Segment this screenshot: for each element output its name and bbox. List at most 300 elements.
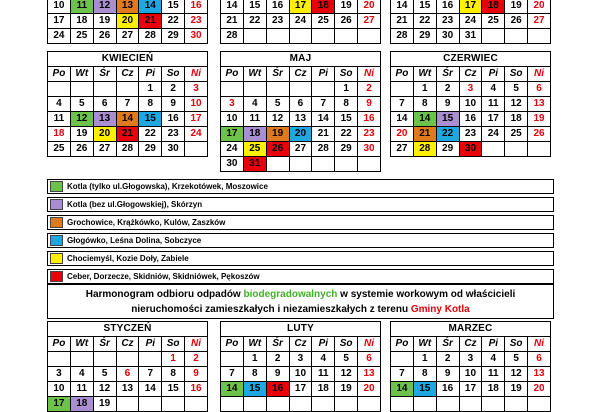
day-cell: 21 <box>312 127 335 142</box>
day-cell: 29 <box>413 29 436 44</box>
day-cell: 16 <box>266 0 289 14</box>
day-cell: 12 <box>70 112 93 127</box>
day-cell: 25 <box>312 14 335 29</box>
day-cell: 3 <box>221 97 244 112</box>
weekday-header: Śr <box>266 337 289 352</box>
day-cell: 17 <box>289 382 312 397</box>
day-cell: 8 <box>413 367 436 382</box>
day-cell: 14 <box>391 382 414 397</box>
day-cell: 9 <box>358 97 381 112</box>
calendar-styczen <box>47 321 208 412</box>
day-cell: 21 <box>221 14 244 29</box>
day-cell: 20 <box>528 0 551 14</box>
legend-text: Głogówko, Leśna Dolina, Sobczyce <box>67 236 202 245</box>
day-cell: 27 <box>528 14 551 29</box>
day-cell <box>266 157 289 172</box>
day-cell <box>482 142 505 157</box>
legend-row <box>47 215 554 230</box>
weekday-header: Pi <box>139 67 162 82</box>
weekday-header: Cz <box>289 67 312 82</box>
month-title: MARZEC <box>391 322 551 337</box>
day-cell <box>266 29 289 44</box>
day-cell: 16 <box>459 112 482 127</box>
weekday-header: Śr <box>436 337 459 352</box>
day-cell <box>289 157 312 172</box>
day-cell: 15 <box>413 382 436 397</box>
top-partial-calendar-3 <box>390 0 551 44</box>
day-cell: 13 <box>358 367 381 382</box>
legend-color-swatch <box>50 271 63 282</box>
day-cell: 15 <box>413 0 436 14</box>
day-cell: 28 <box>391 29 414 44</box>
day-cell: 9 <box>185 367 208 382</box>
calendar-czerwiec <box>390 51 551 157</box>
calendar-marzec <box>390 321 551 412</box>
day-cell: 1 <box>413 82 436 97</box>
day-cell <box>93 352 116 367</box>
day-cell: 3 <box>48 367 71 382</box>
day-cell <box>528 29 551 44</box>
day-cell: 9 <box>436 367 459 382</box>
day-cell <box>391 397 414 412</box>
day-cell: 25 <box>243 142 266 157</box>
day-cell: 6 <box>528 352 551 367</box>
day-cell: 12 <box>93 382 116 397</box>
day-cell <box>243 397 266 412</box>
day-cell <box>162 397 185 412</box>
weekday-header: Pi <box>482 337 505 352</box>
day-cell <box>312 82 335 97</box>
day-cell: 6 <box>528 82 551 97</box>
weekday-header: Ni <box>528 337 551 352</box>
day-cell: 24 <box>289 14 312 29</box>
day-cell: 11 <box>482 97 505 112</box>
day-cell: 20 <box>116 14 139 29</box>
day-cell <box>505 397 528 412</box>
day-cell: 6 <box>116 367 139 382</box>
day-cell <box>221 397 244 412</box>
day-cell: 7 <box>116 97 139 112</box>
day-cell: 1 <box>413 352 436 367</box>
day-cell: 10 <box>221 112 244 127</box>
day-cell: 7 <box>139 367 162 382</box>
day-cell: 10 <box>185 97 208 112</box>
day-cell: 28 <box>221 29 244 44</box>
day-cell: 27 <box>391 142 414 157</box>
day-cell: 23 <box>358 127 381 142</box>
day-cell: 16 <box>436 0 459 14</box>
weekday-header: So <box>162 337 185 352</box>
header-line2-part-a: nieruchomości zamieszkałych i niezamieszkałych z terenu <box>131 304 411 315</box>
day-cell: 4 <box>482 82 505 97</box>
day-cell: 30 <box>185 29 208 44</box>
day-cell: 4 <box>48 97 71 112</box>
day-cell <box>505 142 528 157</box>
header-gmina-kotla: Gminy Kotla <box>410 304 470 315</box>
day-cell: 24 <box>185 127 208 142</box>
day-cell <box>528 397 551 412</box>
top-partial-calendar-2 <box>220 0 381 44</box>
weekday-header: Cz <box>289 337 312 352</box>
header-biodegradable-word: biodegradowalnych <box>243 289 338 300</box>
day-cell: 26 <box>93 29 116 44</box>
day-cell: 25 <box>70 29 93 44</box>
weekday-header: Cz <box>459 337 482 352</box>
day-cell: 7 <box>312 97 335 112</box>
day-cell: 2 <box>162 82 185 97</box>
day-cell: 17 <box>185 112 208 127</box>
weekday-header: Pi <box>312 67 335 82</box>
day-cell <box>266 397 289 412</box>
day-cell <box>358 397 381 412</box>
weekday-header: Śr <box>93 337 116 352</box>
day-cell <box>312 157 335 172</box>
weekday-header: Ni <box>358 337 381 352</box>
day-cell: 21 <box>116 127 139 142</box>
day-cell: 9 <box>436 97 459 112</box>
top-partial-calendar-1 <box>47 0 208 44</box>
legend-color-swatch <box>50 253 63 264</box>
day-cell: 2 <box>185 352 208 367</box>
weekday-header: Śr <box>436 67 459 82</box>
day-cell: 16 <box>185 382 208 397</box>
day-cell: 23 <box>459 127 482 142</box>
day-cell: 1 <box>162 352 185 367</box>
day-cell: 10 <box>48 0 71 14</box>
day-cell: 26 <box>335 14 358 29</box>
day-cell: 17 <box>48 397 71 412</box>
weekday-header: Ni <box>358 67 381 82</box>
legend-text: Grochowice, Krążkówko, Kulów, Zaszków <box>67 218 226 227</box>
day-cell: 27 <box>93 142 116 157</box>
day-cell: 8 <box>413 97 436 112</box>
day-cell: 13 <box>528 367 551 382</box>
day-cell: 7 <box>221 367 244 382</box>
day-cell: 11 <box>48 112 71 127</box>
day-cell: 11 <box>70 0 93 14</box>
day-cell: 20 <box>93 127 116 142</box>
day-cell: 29 <box>436 142 459 157</box>
day-cell: 17 <box>289 0 312 14</box>
day-cell: 22 <box>243 14 266 29</box>
day-cell: 6 <box>93 97 116 112</box>
day-cell: 25 <box>48 142 71 157</box>
day-cell: 20 <box>358 382 381 397</box>
legend-text: Ceber, Dorzecze, Skidniów, Skidniówek, Pękoszów <box>67 272 260 281</box>
day-cell <box>335 157 358 172</box>
day-cell: 17 <box>48 14 71 29</box>
day-cell <box>70 352 93 367</box>
day-cell: 18 <box>312 382 335 397</box>
weekday-header: Wt <box>413 337 436 352</box>
day-cell: 29 <box>162 29 185 44</box>
day-cell: 30 <box>436 29 459 44</box>
day-cell <box>243 82 266 97</box>
day-cell: 20 <box>528 382 551 397</box>
day-cell: 14 <box>139 0 162 14</box>
day-cell: 24 <box>221 142 244 157</box>
day-cell: 28 <box>413 142 436 157</box>
legend-color-swatch <box>50 199 63 210</box>
day-cell: 19 <box>93 397 116 412</box>
day-cell: 12 <box>505 367 528 382</box>
header-line-2 <box>48 302 553 317</box>
day-cell: 20 <box>391 127 414 142</box>
day-cell <box>505 29 528 44</box>
day-cell <box>312 397 335 412</box>
day-cell: 26 <box>505 14 528 29</box>
day-cell <box>289 29 312 44</box>
day-cell: 14 <box>413 112 436 127</box>
weekday-header: Po <box>391 337 414 352</box>
day-cell <box>413 397 436 412</box>
day-cell <box>221 352 244 367</box>
day-cell <box>482 397 505 412</box>
day-cell: 14 <box>221 0 244 14</box>
day-cell: 19 <box>505 0 528 14</box>
day-cell: 22 <box>436 127 459 142</box>
day-cell: 14 <box>391 112 414 127</box>
day-cell <box>93 82 116 97</box>
legend-row <box>47 269 554 284</box>
weekday-header: Po <box>221 337 244 352</box>
day-cell: 5 <box>505 352 528 367</box>
legend-row <box>47 197 554 212</box>
weekday-header: Po <box>221 67 244 82</box>
day-cell: 8 <box>335 97 358 112</box>
day-cell <box>289 397 312 412</box>
weekday-header: So <box>505 67 528 82</box>
day-cell: 30 <box>221 157 244 172</box>
day-cell: 3 <box>459 352 482 367</box>
day-cell <box>459 397 482 412</box>
day-cell: 15 <box>436 112 459 127</box>
legend-text: Kotla (tylko ul.Głogowska), Krzekotówek, Moszowice <box>67 182 268 191</box>
day-cell: 8 <box>243 367 266 382</box>
day-cell <box>116 82 139 97</box>
day-cell: 15 <box>243 0 266 14</box>
day-cell: 9 <box>162 97 185 112</box>
weekday-header: So <box>335 67 358 82</box>
day-cell <box>391 352 414 367</box>
weekday-header: Wt <box>243 67 266 82</box>
month-title: MAJ <box>221 52 381 67</box>
day-cell: 2 <box>436 352 459 367</box>
day-cell <box>221 82 244 97</box>
day-cell: 29 <box>335 142 358 157</box>
day-cell: 5 <box>70 97 93 112</box>
day-cell: 13 <box>289 112 312 127</box>
day-cell: 7 <box>391 367 414 382</box>
day-cell: 15 <box>139 112 162 127</box>
day-cell <box>116 397 139 412</box>
day-cell: 4 <box>243 97 266 112</box>
day-cell: 11 <box>243 112 266 127</box>
day-cell: 6 <box>289 97 312 112</box>
day-cell: 30 <box>162 142 185 157</box>
day-cell: 14 <box>116 112 139 127</box>
day-cell: 22 <box>139 127 162 142</box>
weekday-header: Wt <box>70 337 93 352</box>
day-cell: 22 <box>413 14 436 29</box>
day-cell <box>312 29 335 44</box>
day-cell: 13 <box>116 382 139 397</box>
day-cell <box>139 397 162 412</box>
day-cell: 3 <box>289 352 312 367</box>
day-cell: 16 <box>436 382 459 397</box>
day-cell: 19 <box>266 127 289 142</box>
day-cell: 24 <box>48 29 71 44</box>
day-cell: 30 <box>459 142 482 157</box>
day-cell <box>185 142 208 157</box>
day-cell: 29 <box>139 142 162 157</box>
day-cell: 3 <box>459 82 482 97</box>
biodegradable-schedule-header <box>47 284 554 319</box>
day-cell: 28 <box>116 142 139 157</box>
legend-text: Kotla (bez ul.Głogowskiej), Skórzyn <box>67 200 203 209</box>
legend-row <box>47 179 554 194</box>
day-cell: 12 <box>93 0 116 14</box>
day-cell: 18 <box>70 397 93 412</box>
day-cell: 25 <box>505 127 528 142</box>
day-cell: 10 <box>289 367 312 382</box>
day-cell: 10 <box>48 382 71 397</box>
day-cell: 21 <box>139 14 162 29</box>
day-cell <box>70 82 93 97</box>
day-cell: 18 <box>482 382 505 397</box>
day-cell: 19 <box>70 127 93 142</box>
day-cell <box>48 352 71 367</box>
day-cell: 18 <box>70 14 93 29</box>
weekday-header: So <box>505 337 528 352</box>
day-cell: 8 <box>139 97 162 112</box>
day-cell: 5 <box>266 97 289 112</box>
weekday-header: Śr <box>266 67 289 82</box>
day-cell <box>358 29 381 44</box>
day-cell: 5 <box>93 367 116 382</box>
day-cell: 15 <box>243 382 266 397</box>
day-cell <box>48 82 71 97</box>
day-cell: 16 <box>358 112 381 127</box>
day-cell: 1 <box>335 82 358 97</box>
day-cell: 20 <box>289 127 312 142</box>
day-cell <box>289 82 312 97</box>
day-cell: 12 <box>266 112 289 127</box>
day-cell <box>185 397 208 412</box>
day-cell: 23 <box>162 127 185 142</box>
weekday-header: Cz <box>116 337 139 352</box>
day-cell <box>482 29 505 44</box>
day-cell: 11 <box>70 382 93 397</box>
day-cell: 6 <box>358 352 381 367</box>
day-cell: 19 <box>335 382 358 397</box>
day-cell <box>243 29 266 44</box>
day-cell: 10 <box>459 97 482 112</box>
day-cell: 18 <box>482 0 505 14</box>
weekday-header: Wt <box>70 67 93 82</box>
weekday-header: Po <box>48 67 71 82</box>
day-cell: 27 <box>289 142 312 157</box>
weekday-header: Pi <box>312 337 335 352</box>
day-cell: 26 <box>70 142 93 157</box>
day-cell <box>266 82 289 97</box>
day-cell: 23 <box>436 14 459 29</box>
day-cell: 4 <box>70 367 93 382</box>
day-cell <box>139 352 162 367</box>
calendar-kwiecien <box>47 51 208 157</box>
legend-row <box>47 233 554 248</box>
month-title: STYCZEŃ <box>48 322 208 337</box>
weekday-header: Śr <box>93 67 116 82</box>
day-cell: 15 <box>335 112 358 127</box>
day-cell: 10 <box>459 367 482 382</box>
legend-row <box>47 251 554 266</box>
day-cell: 30 <box>358 142 381 157</box>
weekday-header: So <box>162 67 185 82</box>
day-cell: 20 <box>358 0 381 14</box>
day-cell: 21 <box>391 14 414 29</box>
day-cell <box>528 142 551 157</box>
day-cell: 14 <box>139 382 162 397</box>
legend-color-swatch <box>50 181 63 192</box>
calendar-maj <box>220 51 381 172</box>
day-cell: 31 <box>459 29 482 44</box>
weekday-header: Cz <box>116 67 139 82</box>
day-cell: 19 <box>93 14 116 29</box>
weekday-header: So <box>335 337 358 352</box>
weekday-header: Wt <box>243 337 266 352</box>
day-cell: 13 <box>528 97 551 112</box>
day-cell: 7 <box>391 97 414 112</box>
day-cell: 17 <box>459 382 482 397</box>
day-cell: 2 <box>266 352 289 367</box>
legend-color-swatch <box>50 217 63 228</box>
day-cell: 18 <box>48 127 71 142</box>
day-cell: 15 <box>162 382 185 397</box>
month-title: CZERWIEC <box>391 52 551 67</box>
weekday-header: Cz <box>459 67 482 82</box>
day-cell: 2 <box>358 82 381 97</box>
day-cell: 11 <box>482 367 505 382</box>
day-cell: 3 <box>185 82 208 97</box>
day-cell: 5 <box>335 352 358 367</box>
day-cell: 27 <box>358 14 381 29</box>
day-cell: 19 <box>528 112 551 127</box>
day-cell <box>335 29 358 44</box>
weekday-header: Ni <box>185 337 208 352</box>
day-cell: 14 <box>312 112 335 127</box>
day-cell: 28 <box>312 142 335 157</box>
day-cell: 17 <box>459 0 482 14</box>
day-cell <box>391 82 414 97</box>
day-cell: 4 <box>482 352 505 367</box>
day-cell: 11 <box>312 367 335 382</box>
day-cell: 9 <box>266 367 289 382</box>
month-title: KWIECIEŃ <box>48 52 208 67</box>
weekday-header: Pi <box>139 337 162 352</box>
day-cell: 19 <box>335 0 358 14</box>
day-cell: 27 <box>116 29 139 44</box>
weekday-header: Po <box>391 67 414 82</box>
day-cell <box>116 352 139 367</box>
day-cell: 13 <box>116 0 139 14</box>
day-cell: 19 <box>505 382 528 397</box>
day-cell: 17 <box>221 127 244 142</box>
day-cell: 5 <box>505 82 528 97</box>
day-cell: 1 <box>243 352 266 367</box>
day-cell: 24 <box>482 127 505 142</box>
day-cell <box>436 397 459 412</box>
